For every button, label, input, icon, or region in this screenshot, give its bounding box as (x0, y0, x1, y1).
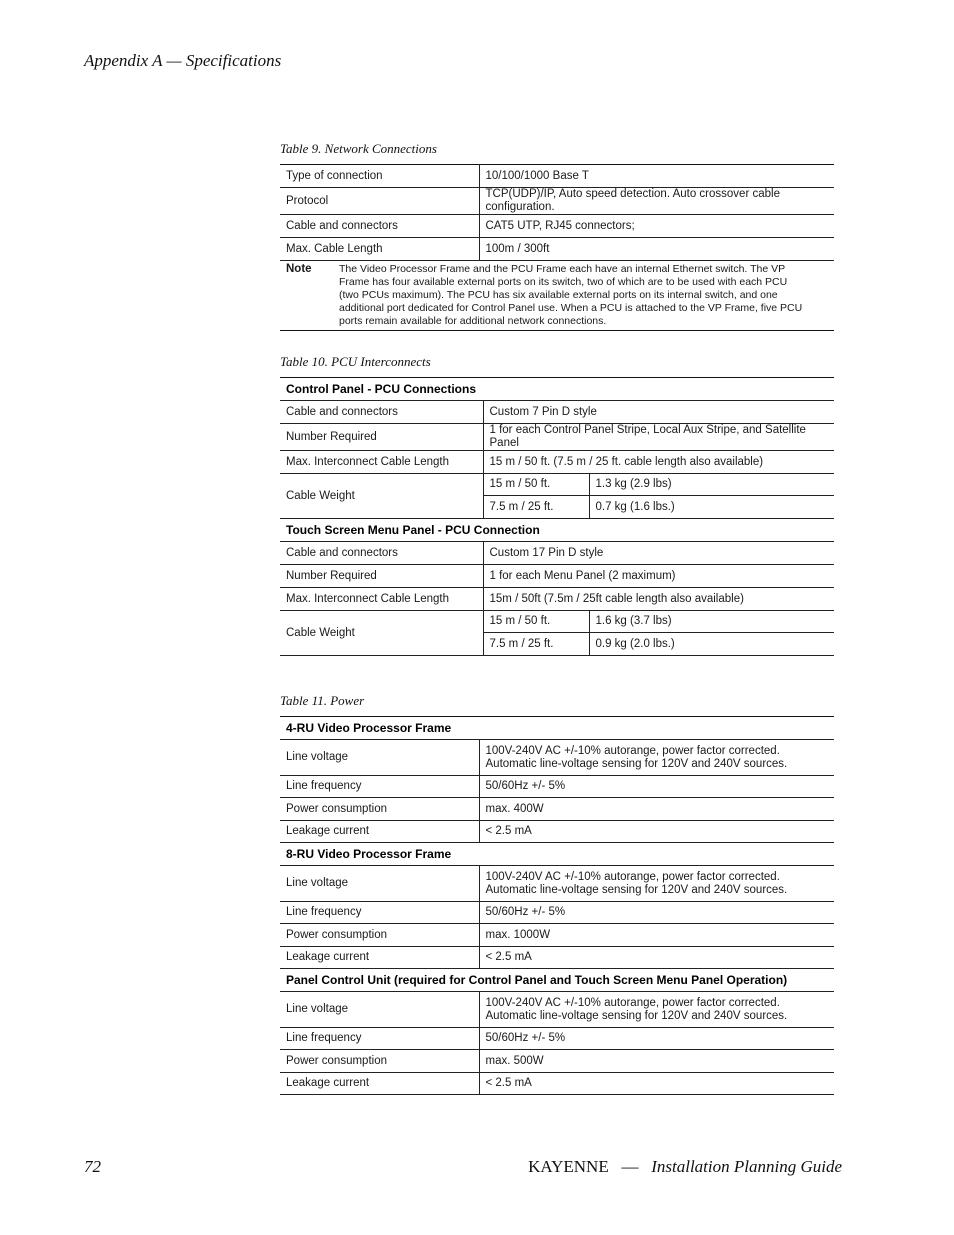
row-value: 10/100/1000 Base T (479, 165, 834, 188)
row-value: 50/60Hz +/- 5% (479, 776, 834, 798)
section-header (280, 969, 834, 992)
table-row (280, 401, 834, 424)
row-label: Leakage current (280, 947, 479, 969)
table-row (280, 424, 834, 451)
cable-length: 15 m / 50 ft. (483, 611, 589, 633)
cable-weight: 0.7 kg (1.6 lbs.) (589, 496, 834, 519)
row-label: Power consumption (280, 798, 479, 821)
table-row (280, 1050, 834, 1073)
guide-title: Installation Planning Guide (651, 1157, 842, 1176)
row-label: Power consumption (280, 1050, 479, 1073)
row-value: 100V-240V AC +/-10% autorange, power factor corrected. Automatic line-voltage sensing for 120V and 240V sources. (479, 992, 834, 1028)
row-value: CAT5 UTP, RJ45 connectors; (479, 215, 834, 238)
table-row (280, 821, 834, 843)
section-title: 4-RU Video Processor Frame (280, 717, 834, 740)
row-value: max. 1000W (479, 924, 834, 947)
cable-weight: 1.6 kg (3.7 lbs) (589, 611, 834, 633)
row-label: Cable Weight (280, 611, 483, 656)
row-value: 1 for each Menu Panel (2 maximum) (483, 565, 834, 588)
table-row (280, 542, 834, 565)
table-row (280, 215, 834, 238)
table-row (280, 902, 834, 924)
note-text: The Video Processor Frame and the PCU Frame each have an internal Ethernet switch. The VP Frame has four available external ports on its switch, two of which are to be used with each PCU (two PCUs maximum). The PCU has six available external ports on its internal switch, and one additional port dedicated for Control Panel use. When a PCU is attached to the VP Frame, five PCU ports remain available for additional network connections. (339, 263, 803, 327)
row-label: Line voltage (280, 992, 479, 1028)
cable-weight: 1.3 kg (2.9 lbs) (589, 474, 834, 496)
table-row (280, 611, 834, 633)
table-row (280, 992, 834, 1028)
row-value: 50/60Hz +/- 5% (479, 1028, 834, 1050)
row-value: 50/60Hz +/- 5% (479, 902, 834, 924)
section-title: Control Panel - PCU Connections (280, 378, 834, 401)
row-label: Line voltage (280, 866, 479, 902)
row-value: < 2.5 mA (479, 821, 834, 843)
section-header (280, 717, 834, 740)
section-header (280, 843, 834, 866)
row-value: max. 500W (479, 1050, 834, 1073)
table-row (280, 565, 834, 588)
section-header (280, 378, 834, 401)
row-value: 100V-240V AC +/-10% autorange, power factor corrected. Automatic line-voltage sensing for 120V and 240V sources. (479, 866, 834, 902)
power-table (280, 716, 834, 1095)
row-value: 1 for each Control Panel Stripe, Local Aux Stripe, and Satellite Panel (483, 424, 834, 451)
row-value: < 2.5 mA (479, 1073, 834, 1095)
table-row (280, 588, 834, 611)
footer-title (528, 1157, 842, 1177)
cable-length: 7.5 m / 25 ft. (483, 633, 589, 656)
row-label: Cable and connectors (280, 401, 483, 424)
section-title: 8-RU Video Processor Frame (280, 843, 834, 866)
row-label: Type of connection (280, 165, 479, 188)
row-label: Cable and connectors (280, 215, 479, 238)
table-row (280, 776, 834, 798)
row-label: Number Required (280, 424, 483, 451)
pcu-interconnects-table (280, 377, 834, 656)
cable-length: 7.5 m / 25 ft. (483, 496, 589, 519)
row-value: Custom 7 Pin D style (483, 401, 834, 424)
row-label: Leakage current (280, 1073, 479, 1095)
row-value: 100m / 300ft (479, 238, 834, 261)
row-label: Max. Interconnect Cable Length (280, 588, 483, 611)
row-value: TCP(UDP)/IP, Auto speed detection. Auto crossover cable configuration. (479, 188, 834, 215)
table-row (280, 188, 834, 215)
table-row (280, 947, 834, 969)
row-label: Line frequency (280, 776, 479, 798)
row-label: Max. Cable Length (280, 238, 479, 261)
row-label: Line voltage (280, 740, 479, 776)
row-label: Leakage current (280, 821, 479, 843)
footer-separator: — (621, 1157, 639, 1176)
row-label: Protocol (280, 188, 479, 215)
table-row (280, 1073, 834, 1095)
product-name: KAYENNE (528, 1157, 609, 1176)
table10-caption: Table 10. PCU Interconnects (280, 354, 431, 369)
row-label: Line frequency (280, 1028, 479, 1050)
cable-length: 15 m / 50 ft. (483, 474, 589, 496)
note-row (280, 261, 834, 331)
row-value: 15m / 50ft (7.5m / 25ft cable length also available) (483, 588, 834, 611)
table-row (280, 924, 834, 947)
table-row (280, 798, 834, 821)
note-cell (280, 261, 834, 331)
table-row (280, 165, 834, 188)
table-row (280, 238, 834, 261)
row-label: Line frequency (280, 902, 479, 924)
row-value: max. 400W (479, 798, 834, 821)
row-label: Cable Weight (280, 474, 483, 519)
table-row (280, 740, 834, 776)
row-label: Power consumption (280, 924, 479, 947)
section-title: Touch Screen Menu Panel - PCU Connection (280, 519, 834, 542)
network-connections-table (280, 164, 834, 331)
section-title: Panel Control Unit (required for Control Panel and Touch Screen Menu Panel Operation) (280, 969, 834, 992)
page-number: 72 (84, 1157, 101, 1176)
row-value: < 2.5 mA (479, 947, 834, 969)
table-row (280, 866, 834, 902)
row-value: Custom 17 Pin D style (483, 542, 834, 565)
section-header (280, 519, 834, 542)
note-label: Note (286, 263, 312, 275)
row-label: Cable and connectors (280, 542, 483, 565)
row-label: Number Required (280, 565, 483, 588)
table-row (280, 474, 834, 496)
table-row (280, 1028, 834, 1050)
row-value: 15 m / 50 ft. (7.5 m / 25 ft. cable length also available) (483, 451, 834, 474)
table-row (280, 451, 834, 474)
table9-caption: Table 9. Network Connections (280, 141, 437, 156)
table11-caption: Table 11. Power (280, 693, 365, 708)
cable-weight: 0.9 kg (2.0 lbs.) (589, 633, 834, 656)
row-value: 100V-240V AC +/-10% autorange, power factor corrected. Automatic line-voltage sensing for 120V and 240V sources. (479, 740, 834, 776)
row-label: Max. Interconnect Cable Length (280, 451, 483, 474)
running-head: Appendix A — Specifications (84, 51, 282, 70)
